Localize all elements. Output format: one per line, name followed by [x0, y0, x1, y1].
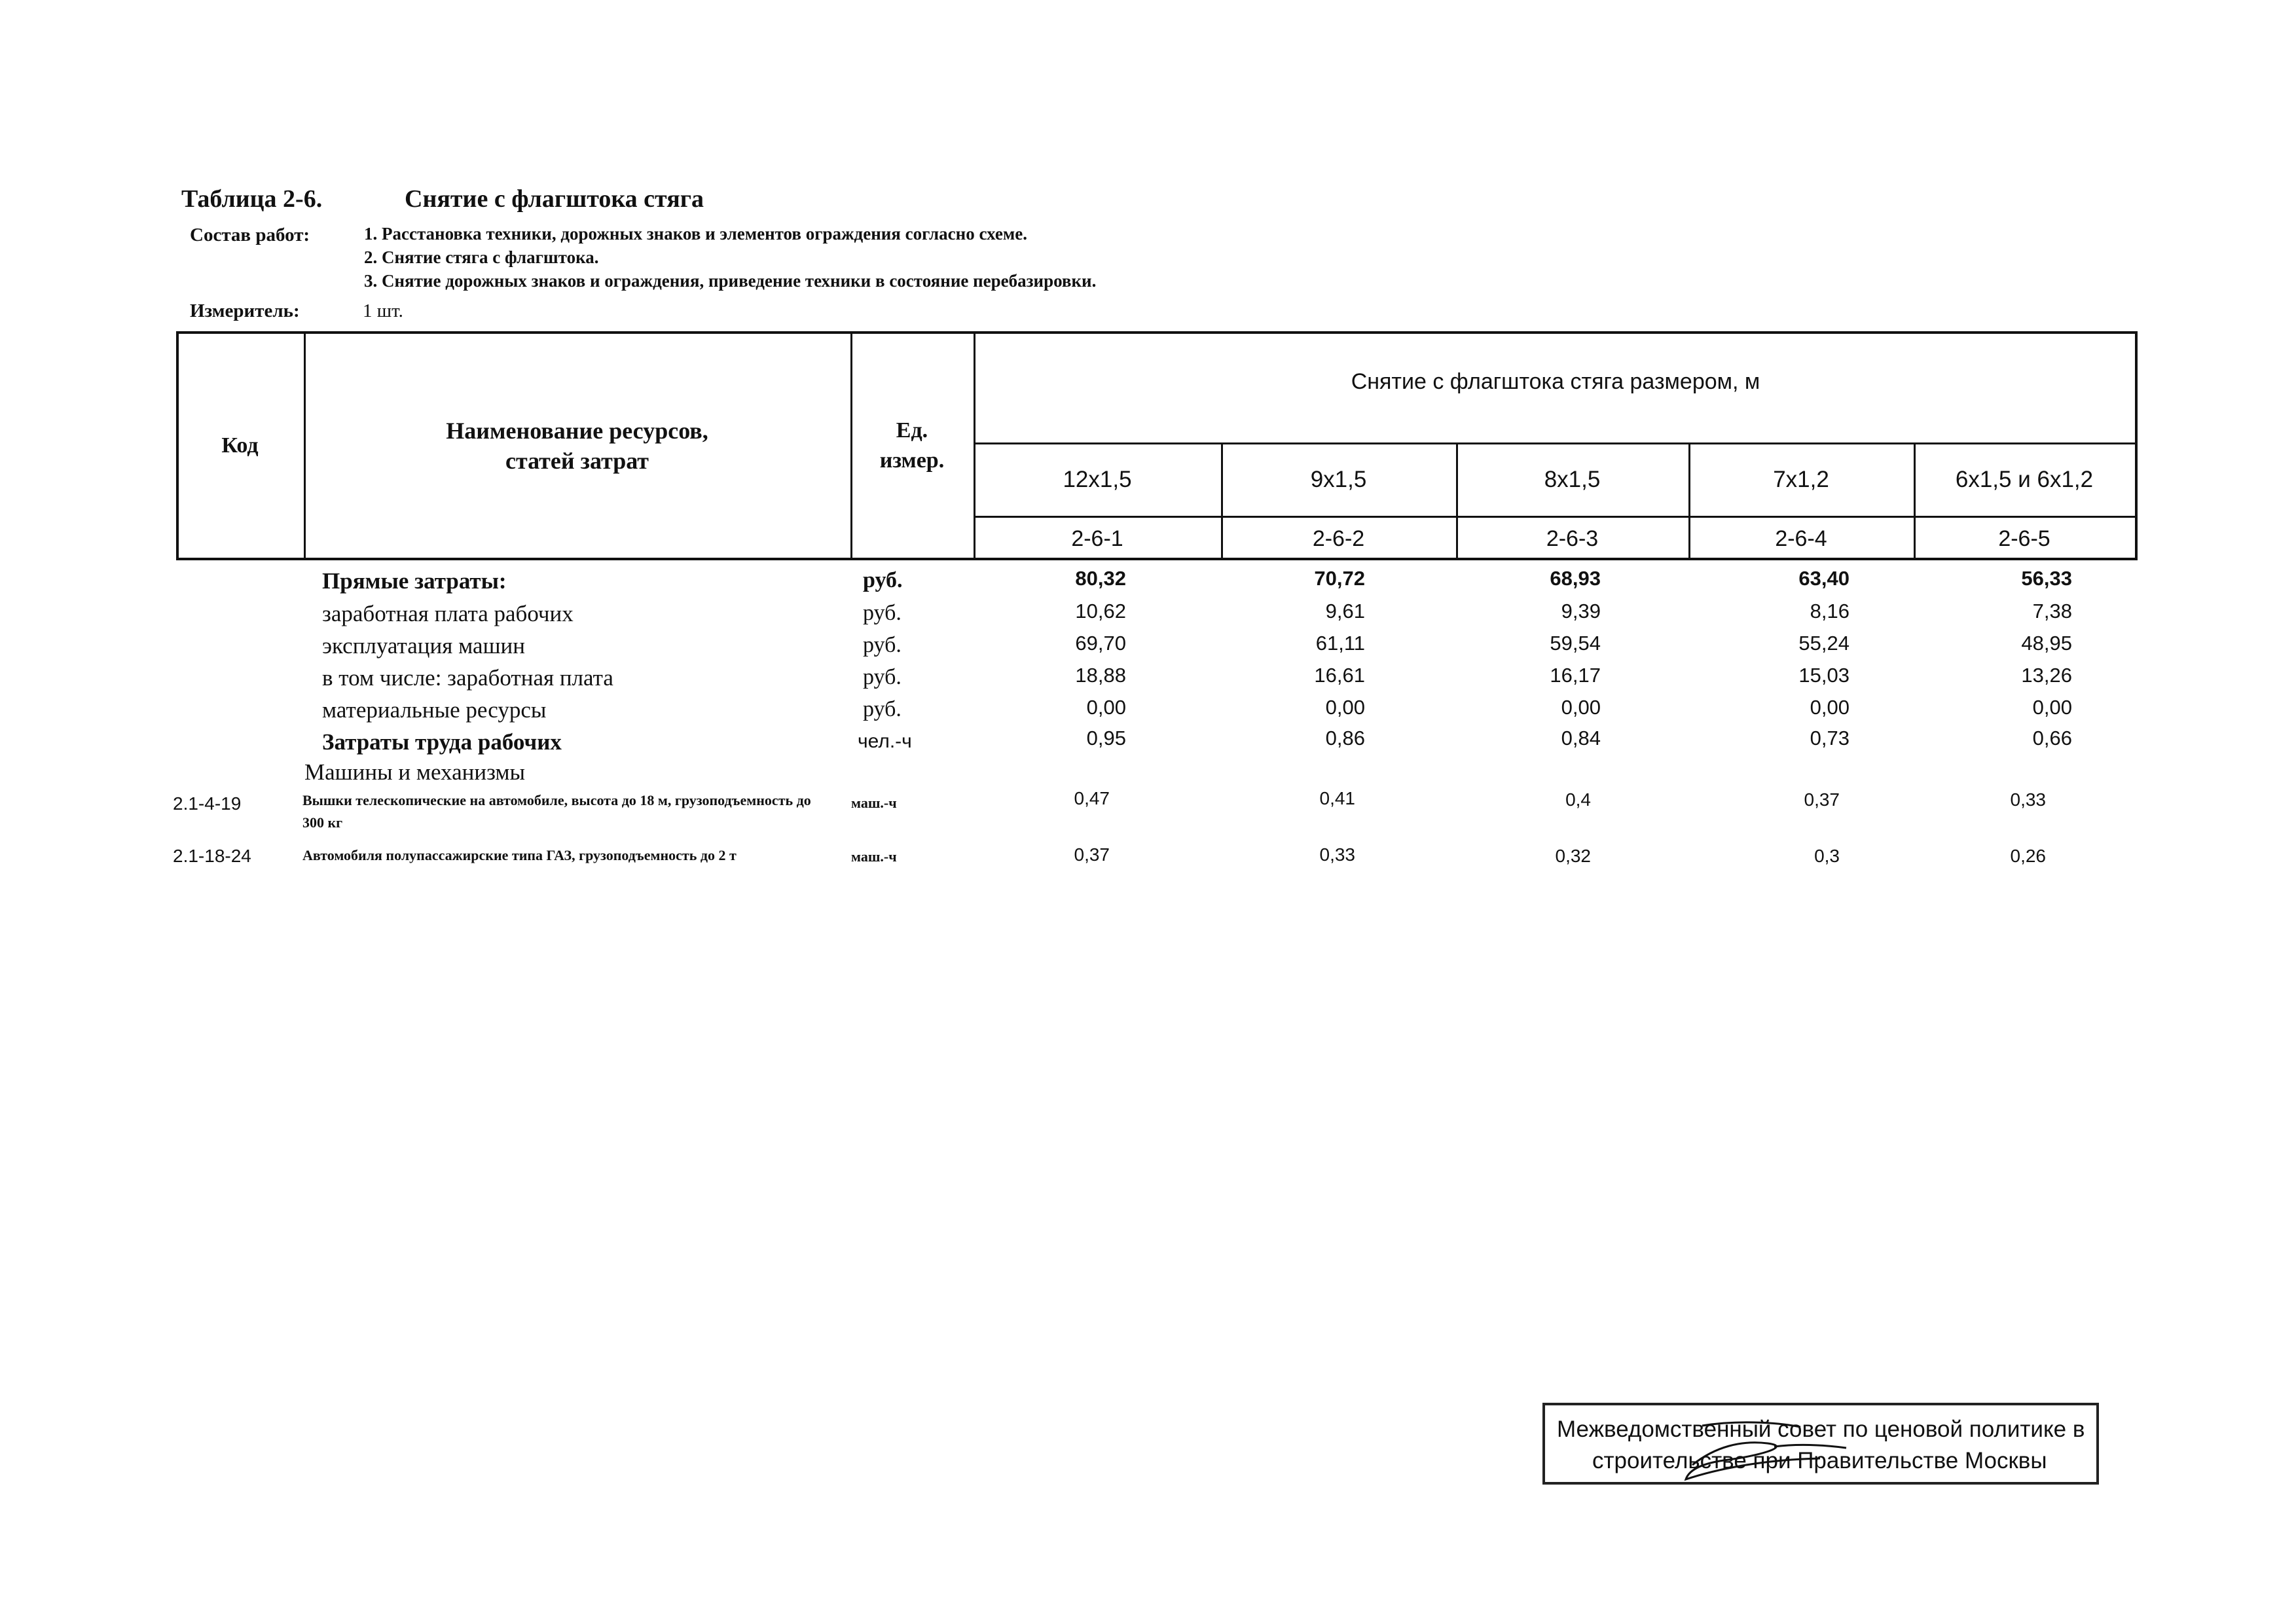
row-value: 10,62	[1075, 600, 1126, 623]
row-value: 0,73	[1810, 727, 1850, 749]
work-step-3: 3. Снятие дорожных знаков и ограждения, приведение техники в состояние перебазировки.	[364, 271, 1097, 291]
row-value: 0,00	[2032, 696, 2072, 719]
row-unit: руб.	[863, 665, 902, 689]
machine-code: 2.1-18-24	[173, 846, 251, 866]
row-value: 0,84	[1561, 727, 1601, 749]
name-header-line1: Наименование ресурсов,	[446, 418, 708, 444]
machine-unit: маш.-ч	[851, 795, 897, 811]
unit-header-line2: измер.	[879, 448, 945, 473]
norm-code-label: 2-6-4	[1775, 526, 1827, 551]
row-value: 0,00	[1086, 696, 1126, 719]
norm-code-5	[1914, 517, 2135, 560]
name-header-line2: статей затрат	[505, 448, 649, 474]
row-unit: руб.	[863, 633, 902, 657]
stamp-line-2: строительстве при Правительстве Москвы	[1592, 1448, 2047, 1473]
machine-value: 0,4	[1565, 789, 1591, 810]
size-group-header	[974, 344, 2138, 416]
row-value: 48,95	[2021, 632, 2072, 655]
row-value: 18,88	[1075, 664, 1126, 687]
name-column-header	[304, 331, 850, 560]
machine-value: 0,37	[1074, 844, 1110, 865]
machine-value: 0,33	[1319, 844, 1355, 865]
row-value: 8,16	[1810, 600, 1850, 623]
code-header-text: Код	[221, 433, 259, 458]
row-value: 55,24	[1798, 632, 1850, 655]
row-value: 69,70	[1075, 632, 1126, 655]
machine-name: Вышки телескопические на автомобиле, высота до 18 м, грузоподъемность до 300 кг	[302, 792, 811, 831]
measure-label: Измеритель:	[190, 300, 300, 321]
machine-value: 0,41	[1319, 788, 1355, 808]
size-header-4	[1688, 444, 1914, 516]
row-value: 59,54	[1550, 632, 1601, 655]
size-label: 8x1,5	[1544, 467, 1601, 492]
machine-value: 0,47	[1074, 788, 1110, 808]
unit-column-header	[850, 331, 974, 560]
resource-table-header	[176, 331, 2138, 560]
row-label-machine-operation: эксплуатация машин	[322, 633, 525, 659]
machine-value: 0,37	[1804, 789, 1840, 810]
size-label: 12x1,5	[1063, 467, 1132, 492]
norm-code-4	[1688, 517, 1914, 560]
norm-code-3	[1456, 517, 1688, 560]
row-unit: руб.	[863, 601, 902, 625]
machine-value: 0,3	[1814, 846, 1840, 866]
row-value: 7,38	[2032, 600, 2072, 623]
row-value: 0,00	[1561, 696, 1601, 719]
size-label: 6x1,5 и 6x1,2	[1955, 467, 2094, 492]
machine-unit: маш.-ч	[851, 848, 897, 865]
composition-label: Состав работ:	[190, 225, 310, 245]
norm-code-label: 2-6-5	[1998, 526, 2050, 551]
norm-code-label: 2-6-2	[1312, 526, 1365, 551]
stamp-line-1: Межведомственный совет по ценовой политике в	[1557, 1416, 2085, 1442]
row-label-wages: заработная плата рабочих	[322, 601, 574, 626]
machine-name: Автомобиля полупассажирские типа ГАЗ, грузоподъемность до 2 т	[302, 847, 737, 863]
row-value: 0,00	[1810, 696, 1850, 719]
size-group-text: Снятие с флагштока стяга размером, м	[1351, 369, 1760, 394]
row-value: 9,39	[1561, 600, 1601, 623]
code-column-header	[176, 331, 304, 560]
row-label-labour: Затраты труда рабочих	[322, 729, 562, 755]
row-value: 0,00	[1325, 696, 1365, 719]
norm-code-1	[974, 517, 1221, 560]
row-label-direct-costs: Прямые затраты:	[322, 568, 507, 594]
size-header-1	[974, 444, 1221, 516]
row-value: 56,33	[2021, 567, 2072, 590]
row-value: 13,26	[2021, 664, 2072, 687]
work-step-1: 1. Расстановка техники, дорожных знаков и элементов ограждения согласно схеме.	[364, 224, 1028, 244]
row-value: 63,40	[1798, 567, 1850, 590]
size-header-3	[1456, 444, 1688, 516]
machine-value: 0,32	[1555, 846, 1591, 866]
signature-icon	[1604, 1407, 1879, 1492]
norm-code-2	[1221, 517, 1456, 560]
table-title: Снятие с флагштока стяга	[405, 185, 704, 213]
row-value: 0,86	[1325, 727, 1365, 749]
row-value: 15,03	[1798, 664, 1850, 687]
row-value: 80,32	[1075, 567, 1126, 590]
machine-value: 0,33	[2010, 789, 2046, 810]
size-header-5	[1914, 444, 2135, 516]
measure-value: 1 шт.	[363, 300, 403, 321]
work-step-2: 2. Снятие стяга с флагштока.	[364, 247, 599, 267]
size-label: 9x1,5	[1310, 467, 1367, 492]
row-unit: руб.	[863, 568, 903, 592]
row-unit: руб.	[863, 697, 902, 721]
row-label-materials: материальные ресурсы	[322, 697, 547, 723]
norm-code-label: 2-6-1	[1071, 526, 1123, 551]
row-value: 70,72	[1314, 567, 1365, 590]
row-value: 0,66	[2032, 727, 2072, 749]
machines-heading: Машины и механизмы	[304, 759, 526, 785]
row-value: 68,93	[1550, 567, 1601, 590]
size-header-2	[1221, 444, 1456, 516]
table-number: Таблица 2-6.	[181, 185, 323, 213]
row-value: 0,95	[1086, 727, 1126, 749]
row-unit: чел.-ч	[858, 731, 912, 752]
unit-header-line1: Ед.	[896, 418, 928, 442]
row-value: 16,17	[1550, 664, 1601, 687]
norm-code-label: 2-6-3	[1546, 526, 1599, 551]
row-value: 9,61	[1325, 600, 1365, 623]
row-value: 61,11	[1315, 632, 1365, 655]
size-label: 7x1,2	[1773, 467, 1829, 492]
machine-value: 0,26	[2010, 846, 2046, 866]
row-value: 16,61	[1314, 664, 1365, 687]
machine-code: 2.1-4-19	[173, 793, 242, 814]
row-label-incl-wages: в том числе: заработная плата	[322, 665, 613, 691]
